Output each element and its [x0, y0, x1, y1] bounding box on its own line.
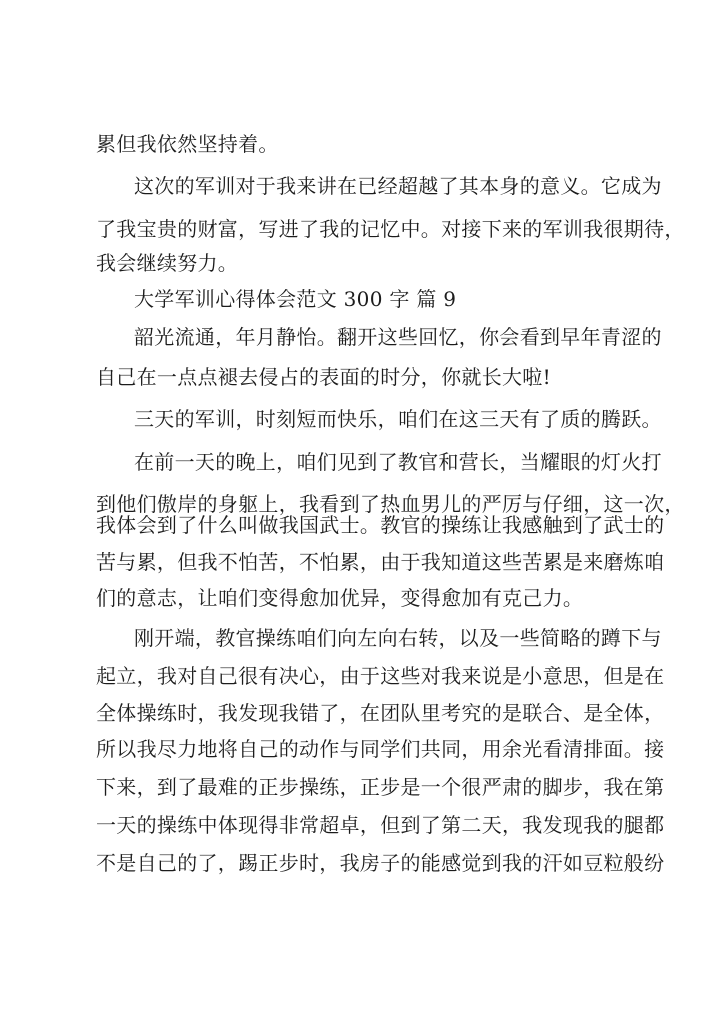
text-line: 到他们傲岸的身躯上，我看到了热血男儿的严厉与仔细，这一次，: [96, 492, 685, 516]
text-line: 一天的操练中体现得非常超卓，但到了第二天，我发现我的腿都: [96, 813, 665, 837]
text-line: 所以我尽力地将自己的动作与同学们共同，用余光看清排面。接: [96, 737, 665, 761]
text-line: 累但我依然坚持着。: [96, 132, 279, 156]
section-heading: 大学军训心得体会范文 300 字 篇 9: [134, 287, 457, 311]
text-line: 在前一天的晚上，咱们见到了教官和营长，当耀眼的灯火打: [134, 450, 662, 474]
text-line: 不是自己的了，踢正步时，我房子的能感觉到我的汗如豆粒般纷: [96, 851, 665, 875]
text-line: 刚开端，教官操练咱们向左向右转，以及一些简略的蹲下与: [134, 626, 662, 650]
text-line: 我会继续努力。: [96, 251, 239, 275]
text-line: 了我宝贵的财富，写进了我的记忆中。对接下来的军训我很期待，: [96, 217, 685, 241]
text-line: 自己在一点点褪去侵占的表面的时分，你就长大啦!: [96, 365, 551, 389]
text-line: 三天的军训，时刻短而快乐，咱们在这三天有了质的腾跃。: [134, 407, 662, 431]
text-line: 起立，我对自己很有决心，由于这些对我来说是小意思，但是在: [96, 664, 665, 688]
text-line: 们的意志，让咱们变得愈加优异，变得愈加有克己力。: [96, 586, 584, 610]
text-line: 下来，到了最难的正步操练，正步是一个很严肃的脚步，我在第: [96, 775, 665, 799]
text-line: 苦与累，但我不怕苦，不怕累，由于我知道这些苦累是来磨炼咱: [96, 550, 665, 574]
text-line: 全体操练时，我发现我错了，在团队里考究的是联合、是全体，: [96, 701, 665, 725]
text-line: 这次的军训对于我来讲在已经超越了其本身的意义。它成为: [134, 174, 662, 198]
text-line: 我体会到了什么叫做我国武士。教官的操练让我感触到了武士的: [96, 513, 665, 537]
text-line: 韶光流通，年月静怡。翻开这些回忆，你会看到早年青涩的: [134, 325, 662, 349]
